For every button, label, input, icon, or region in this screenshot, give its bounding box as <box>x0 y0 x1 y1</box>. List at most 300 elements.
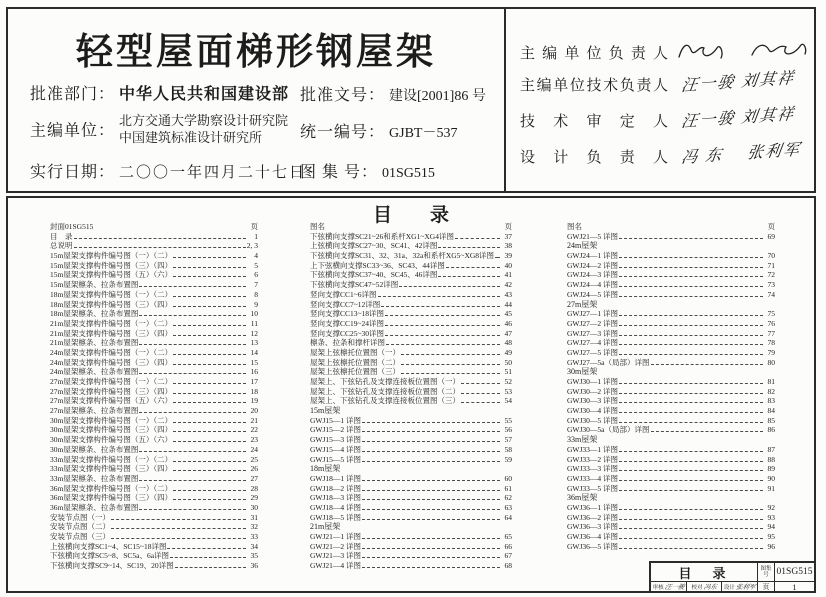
toc-entry-page: 17 <box>250 377 258 386</box>
toc-leader-dots <box>399 286 500 287</box>
toc-entry-title: 屋架上弦檩托位置图（三） <box>310 367 400 377</box>
toc-entry-page: 84 <box>767 406 775 416</box>
toc-leader-dots <box>173 431 246 432</box>
toc-leader-dots <box>173 402 246 403</box>
toc-entry <box>50 435 258 445</box>
toc-column-1 <box>50 222 258 571</box>
toc-leader-dots <box>173 470 246 471</box>
toc-entry-page: 87 <box>767 444 775 454</box>
toc-entry-title: GWJ36—2 详图 <box>567 512 619 522</box>
toc-leader-dots <box>362 538 500 539</box>
toc-leader-dots <box>619 325 763 326</box>
toc-entry-title: GWJ30—3 详图 <box>567 396 619 406</box>
toc-entry-page: 15 <box>250 357 258 367</box>
field-value: 建设[2001]86 号 <box>389 89 486 104</box>
toc-entry <box>50 396 258 406</box>
proofread-cell <box>687 582 723 591</box>
toc-leader-dots <box>619 422 763 423</box>
toc-entry-page: 69 <box>767 231 775 241</box>
toc-entry <box>310 270 512 280</box>
toc-leader-dots <box>619 470 763 471</box>
toc-entry-page: 90 <box>767 473 775 483</box>
field-label: 主编单位： <box>30 122 116 140</box>
toc-leader-dots <box>173 296 246 297</box>
toc-entry-title: 33m屋架檩条、拉条布置图 <box>50 473 139 483</box>
toc-entry-page: 19 <box>250 396 258 406</box>
toc-entry-page: 22 <box>250 425 258 435</box>
toc-entry-page: 27 <box>250 473 258 483</box>
toc-entry-title: 上弦横向支撑SC1~4、SC15~18详图 <box>50 541 167 551</box>
toc-leader-dots <box>111 538 246 539</box>
toc-entry <box>50 425 258 435</box>
field-label: 批准部门： <box>30 86 116 103</box>
toc-leader-dots <box>139 509 246 510</box>
field-value: 二〇〇一年四月二十七日 <box>119 165 307 181</box>
approval-info-panel <box>8 9 506 191</box>
toc-section-title: 33m屋架 <box>567 435 598 445</box>
toc-leader-dots <box>381 306 500 307</box>
toc-entry-page: 92 <box>767 502 775 512</box>
toc-entry-title: 15m屋架檩条、拉条布置图 <box>50 280 139 290</box>
toc-leader-dots <box>385 335 500 336</box>
toc-section-header <box>567 367 775 377</box>
toc-entry <box>310 329 512 339</box>
toc-entry-page: 77 <box>767 328 775 338</box>
toc-entry <box>567 309 775 319</box>
toc-section-title: 15m屋架 <box>310 406 341 416</box>
toc-entry-page: 37 <box>504 231 512 241</box>
signer-row <box>520 105 808 132</box>
toc-entry-page: 10 <box>250 309 258 319</box>
toc-entry <box>50 464 258 474</box>
toc-entry <box>310 551 512 561</box>
toc-entry <box>310 493 512 503</box>
toc-entry-page: 54 <box>504 396 512 406</box>
toc-entry <box>50 261 258 271</box>
toc-entry-page: 48 <box>504 338 512 348</box>
toc-entry-page: 66 <box>504 541 512 551</box>
sheet-name: 目 录 <box>678 565 730 581</box>
toc-section-header <box>567 241 775 251</box>
toc-entry-title: GWJ36—1 详图 <box>567 502 619 512</box>
toc-entry-page: 21 <box>250 415 258 425</box>
toc-entry-page: 94 <box>767 522 775 532</box>
toc-leader-dots <box>619 490 763 491</box>
toc-entry-title: 总说明 <box>50 241 73 251</box>
toc-entry-title: GWJ24—4 详图 <box>567 280 619 290</box>
toc-sheet <box>6 196 816 593</box>
toc-header-page: 页 <box>250 222 258 231</box>
toc-entry-page: 28 <box>250 483 258 493</box>
toc-leader-dots <box>167 548 246 549</box>
toc-entry-title: 安装节点图（一） <box>50 512 110 522</box>
review-signature: 汪一骏 <box>663 584 685 591</box>
toc-entry <box>50 251 258 261</box>
field-label: 图 集 号： <box>300 164 379 181</box>
toc-entry-page: 60 <box>504 473 512 483</box>
toc-column-header <box>567 222 775 232</box>
toc-entry-page: 11 <box>250 318 258 328</box>
toc-leader-dots <box>173 267 246 268</box>
toc-leader-dots <box>386 344 500 345</box>
toc-entry <box>310 416 512 426</box>
toc-entry-page: 31 <box>250 512 258 522</box>
toc-entry <box>50 300 258 310</box>
toc-leader-dots <box>619 402 763 403</box>
toc-leader-dots <box>74 238 247 239</box>
toc-entry-title: GWJ27—5a（局部）详图 <box>567 357 650 367</box>
toc-leader-dots <box>139 480 246 481</box>
toc-leader-dots <box>619 238 763 239</box>
toc-entry <box>567 425 775 435</box>
toc-entry-page: 40 <box>504 260 512 270</box>
toc-entry-title: 15m屋架支撑构件编号图（一）（二） <box>50 251 173 261</box>
toc-entry-title: GWJ15—3 详图 <box>310 435 362 445</box>
toc-entry <box>50 377 258 387</box>
toc-entry <box>567 261 775 271</box>
toc-leader-dots <box>111 528 246 529</box>
toc-entry <box>567 542 775 552</box>
toc-entry-title: GWJ18—2 详图 <box>310 483 362 493</box>
toc-entry-page: 38 <box>504 241 512 251</box>
atlas-title: 轻型屋面梯形钢屋架 <box>76 32 436 73</box>
toc-entry <box>567 232 775 242</box>
toc-entry-page: 75 <box>767 309 775 319</box>
toc-leader-dots <box>175 567 246 568</box>
field-value: 01SG515 <box>382 166 435 181</box>
toc-entry-page: 14 <box>250 347 258 357</box>
toc-section-header <box>310 522 512 532</box>
toc-entry-page: 39 <box>504 251 512 261</box>
toc-leader-dots <box>173 306 246 307</box>
toc-entry <box>50 309 258 319</box>
field-label: 统一编号： <box>300 124 386 141</box>
toc-entry <box>567 455 775 465</box>
toc-entry-page: 5 <box>254 260 258 270</box>
toc-entry-page: 79 <box>767 347 775 357</box>
unified-no-row <box>300 119 457 142</box>
toc-entry-title: GWJ36—3 详图 <box>567 522 619 532</box>
toc-leader-dots <box>619 276 763 277</box>
toc-entry-title: GWJ15—4 详图 <box>310 444 362 454</box>
toc-entry-page: 82 <box>767 386 775 396</box>
toc-leader-dots <box>619 296 763 297</box>
toc-entry-page: 23 <box>250 435 258 445</box>
toc-entry-title: 36m屋架支撑构件编号图（三）（四） <box>50 493 173 503</box>
toc-entry <box>310 532 512 542</box>
signer-label: 主编单位技术负责人 <box>520 78 668 94</box>
toc-entry-page: 72 <box>767 270 775 280</box>
toc-leader-dots <box>173 383 246 384</box>
toc-entry <box>567 396 775 406</box>
toc-entry <box>50 484 258 494</box>
design-label: 设计 <box>723 584 735 591</box>
toc-entry <box>567 338 775 348</box>
review-label: 审核 <box>652 584 664 591</box>
toc-leader-dots <box>173 441 246 442</box>
toc-entry-title: 屋架上弦檩托位置图（二） <box>310 357 400 367</box>
toc-entry-page: 58 <box>504 444 512 454</box>
toc-entry <box>50 387 258 397</box>
toc-section-title: 18m屋架 <box>310 464 341 474</box>
toc-leader-dots <box>139 412 246 413</box>
toc-entry-page: 57 <box>504 435 512 445</box>
toc-leader-dots <box>495 257 500 258</box>
field-label: 实行日期： <box>30 164 116 181</box>
toc-entry-page: 29 <box>250 493 258 503</box>
toc-entry-title: GWJ33—4 详图 <box>567 473 619 483</box>
toc-entry <box>310 280 512 290</box>
toc-entry <box>567 474 775 484</box>
approval-department-row <box>30 81 289 104</box>
toc-entry-title: 屋架上、下弦钻孔及支撑连接板位置图（二） <box>310 386 460 396</box>
signer-label: 主编单位负责人 <box>520 45 668 62</box>
toc-header-page: 页 <box>767 222 775 231</box>
toc-entry-page: 52 <box>504 377 512 386</box>
toc-entry-title: GWJ21—4 详图 <box>310 561 362 571</box>
toc-entry-title: GWJ18—5 详图 <box>310 512 362 522</box>
signer-row <box>520 37 808 67</box>
toc-entry-title: GWJ18—3 详图 <box>310 493 362 503</box>
toc-entry-page: 59 <box>504 454 512 464</box>
toc-entry-title: GWJ33—1 详图 <box>567 444 619 454</box>
toc-entry <box>50 290 258 300</box>
toc-entry <box>50 503 258 513</box>
signatures-panel <box>506 9 814 191</box>
toc-leader-dots <box>619 528 763 529</box>
toc-entry-title: GWJ18—1 详图 <box>310 473 362 483</box>
toc-entry <box>310 290 512 300</box>
toc-entry-page: 70 <box>767 251 775 261</box>
design-signature: 张利军 <box>734 584 756 591</box>
toc-section-title: 36m屋架 <box>567 493 598 503</box>
toc-leader-dots <box>438 247 500 248</box>
toc-entry-page: 34 <box>250 541 258 551</box>
toc-header-page: 页 <box>504 222 512 231</box>
toc-leader-dots <box>139 373 246 374</box>
toc-entry-title: 27m屋架支撑构件编号图（五）（六） <box>50 396 173 406</box>
sheet-title-block <box>649 561 816 593</box>
toc-entry <box>50 455 258 465</box>
toc-entry-page: 44 <box>504 299 512 309</box>
toc-entry-page: 18 <box>250 386 258 396</box>
toc-entry <box>310 542 512 552</box>
toc-entry-page: 93 <box>767 512 775 522</box>
toc-entry-page: 95 <box>767 532 775 541</box>
toc-entry <box>567 329 775 339</box>
toc-entry-page: 64 <box>504 512 512 522</box>
toc-entry-title: 屋架上、下弦钻孔及支撑连接板位置图（一） <box>310 377 460 386</box>
toc-entry <box>50 358 258 368</box>
toc-entry-page: 46 <box>504 318 512 328</box>
toc-leader-dots <box>173 364 246 365</box>
toc-leader-dots <box>111 519 246 520</box>
toc-entry <box>310 309 512 319</box>
design-cell <box>722 582 757 591</box>
toc-leader-dots <box>461 383 500 384</box>
toc-entry-page: 9 <box>254 299 258 309</box>
toc-leader-dots <box>173 257 246 258</box>
toc-entry-page: 47 <box>504 328 512 338</box>
toc-leader-dots <box>619 267 763 268</box>
toc-entry <box>310 387 512 397</box>
toc-entry <box>310 503 512 513</box>
field-value: GJBT－537 <box>389 126 458 141</box>
toc-section-title: 27m屋架 <box>567 299 598 309</box>
toc-leader-dots <box>385 315 500 316</box>
toc-entry <box>50 348 258 358</box>
toc-entry-title: 33m屋架支撑构件编号图（三）（四） <box>50 464 173 474</box>
toc-leader-dots <box>651 364 764 365</box>
toc-leader-dots <box>362 567 500 568</box>
toc-entry-title: GWJ27—2 详图 <box>567 318 619 328</box>
toc-entry-page: 45 <box>504 309 512 319</box>
toc-entry-title: GWJ21—5 详图 <box>567 231 619 241</box>
toc-entry-title: 36m屋架支撑构件编号图（一）（二） <box>50 483 173 493</box>
toc-entry-title: GWJ24—3 详图 <box>567 270 619 280</box>
toc-entry <box>50 513 258 523</box>
handwritten-signature: 汪一骏 刘其祥 <box>680 105 797 131</box>
toc-entry-title: GWJ30—5a（局部）详图 <box>567 425 650 435</box>
toc-leader-dots <box>651 431 764 432</box>
toc-entry <box>567 416 775 426</box>
toc-entry-title: GWJ24—5 详图 <box>567 289 619 299</box>
toc-entry <box>567 406 775 416</box>
toc-entry-title: 24m屋架檩条、拉条布置图 <box>50 367 139 377</box>
toc-entry-title: 下弦横向支撑SC9~14、SC19、20详图 <box>50 561 174 571</box>
toc-entry <box>567 348 775 358</box>
toc-entry-page: 65 <box>504 532 512 541</box>
toc-entry <box>50 445 258 455</box>
toc-entry-title: GWJ27—3 详图 <box>567 328 619 338</box>
toc-entry-page: 83 <box>767 396 775 406</box>
toc-entry-page: 13 <box>250 338 258 348</box>
toc-entry <box>50 319 258 329</box>
toc-entry-title: 竖向支撑CC7~12详图 <box>310 299 381 309</box>
page-number: 1 <box>774 581 814 591</box>
toc-entry <box>310 396 512 406</box>
toc-leader-dots <box>173 325 246 326</box>
toc-leader-dots <box>173 276 246 277</box>
toc-entry <box>310 425 512 435</box>
toc-entry <box>50 338 258 348</box>
toc-entry-title: 15m屋架支撑构件编号图（三）（四） <box>50 260 173 270</box>
signer-label: 设计负责人 <box>520 150 668 166</box>
toc-leader-dots <box>362 441 500 442</box>
toc-leader-dots <box>173 490 246 491</box>
field-label: 批准文号： <box>300 87 386 104</box>
toc-entry-page: 36 <box>250 561 258 571</box>
toc-entry-title: 竖向支撑CC1~6详图 <box>310 289 377 299</box>
toc-entry-page: 55 <box>504 415 512 425</box>
toc-entry-title: 27m屋架支撑构件编号图（一）（二） <box>50 377 173 386</box>
toc-entry-title: 上弦横向支撑SC27~30、SC41、42详图 <box>310 241 438 251</box>
toc-header-name: 图名 <box>310 222 325 231</box>
atlas-no-row <box>300 159 435 182</box>
toc-column-header <box>50 222 258 232</box>
toc-leader-dots <box>461 402 500 403</box>
toc-entry <box>567 377 775 387</box>
toc-leader-dots <box>401 364 500 365</box>
toc-entry <box>310 377 512 387</box>
toc-entry-page: 89 <box>767 464 775 474</box>
toc-entry-page: 81 <box>767 377 775 386</box>
signer-row <box>520 69 808 96</box>
toc-leader-dots <box>362 548 500 549</box>
atlas-no-label: 图集号 <box>757 563 774 581</box>
toc-title: 目 录 <box>372 205 449 226</box>
toc-entry <box>310 232 512 242</box>
toc-entry <box>50 416 258 426</box>
toc-entry <box>310 445 512 455</box>
toc-column-2 <box>310 222 512 571</box>
toc-entry-page: 86 <box>767 425 775 435</box>
toc-entry-page: 85 <box>767 415 775 425</box>
toc-entry-title: GWJ27—4 详图 <box>567 338 619 348</box>
signer-row <box>520 141 808 168</box>
toc-entry <box>310 319 512 329</box>
field-value: 中华人民共和国建设部 <box>119 86 290 103</box>
toc-entry-title: GWJ18—4 详图 <box>310 502 362 512</box>
toc-section-title: 24m屋架 <box>567 241 598 251</box>
toc-entry-title: 30m屋架支撑构件编号图（一）（二） <box>50 415 173 425</box>
toc-entry <box>567 503 775 513</box>
handwritten-signature-scribble <box>674 37 814 67</box>
page-label: 页 <box>757 581 774 591</box>
toc-leader-dots <box>139 315 246 316</box>
toc-entry <box>310 367 512 377</box>
toc-entry-title: 24m屋架支撑构件编号图（一）（二） <box>50 347 173 357</box>
toc-entry-page: 7 <box>254 280 258 290</box>
toc-leader-dots <box>619 519 763 520</box>
toc-entry <box>50 406 258 416</box>
toc-entry-page: 56 <box>504 425 512 435</box>
toc-entry-title: GWJ33—3 详图 <box>567 464 619 474</box>
toc-entry-title: 下弦横向支撑SC47~52详图 <box>310 280 399 290</box>
toc-entry-page: 88 <box>767 454 775 464</box>
toc-entry <box>50 561 258 571</box>
toc-entry-page: 30 <box>250 502 258 512</box>
toc-entry-page: 4 <box>254 251 258 261</box>
toc-entry-title: 竖向支撑CC13~18详图 <box>310 309 385 319</box>
toc-entry <box>567 522 775 532</box>
toc-entry-page: 24 <box>250 444 258 454</box>
toc-leader-dots <box>619 383 763 384</box>
toc-entry <box>310 241 512 251</box>
toc-entry-page: 50 <box>504 357 512 367</box>
toc-entry <box>567 484 775 494</box>
toc-entry-page: 73 <box>767 280 775 290</box>
toc-header-name: 封面01SG515 <box>50 222 94 231</box>
toc-entry-title: 安装节点图（三） <box>50 532 110 541</box>
toc-leader-dots <box>401 354 500 355</box>
toc-entry-page: 71 <box>767 260 775 270</box>
toc-leader-dots <box>173 393 246 394</box>
toc-entry-title: 24m屋架支撑构件编号图（三）（四） <box>50 357 173 367</box>
toc-entry-title: 27m屋架檩条、拉条布置图 <box>50 406 139 416</box>
toc-entry-title: 21m屋架支撑构件编号图（一）（二） <box>50 318 173 328</box>
toc-leader-dots <box>619 461 763 462</box>
toc-entry <box>310 358 512 368</box>
toc-entry <box>310 455 512 465</box>
toc-entry-title: 安装节点图（二） <box>50 522 110 532</box>
toc-entry-title: 30m屋架支撑构件编号图（五）（六） <box>50 435 173 445</box>
toc-leader-dots <box>619 354 763 355</box>
toc-leader-dots <box>170 557 246 558</box>
toc-entry-title: GWJ30—5 详图 <box>567 415 619 425</box>
toc-leader-dots <box>362 509 500 510</box>
toc-section-title: 21m屋架 <box>310 522 341 532</box>
